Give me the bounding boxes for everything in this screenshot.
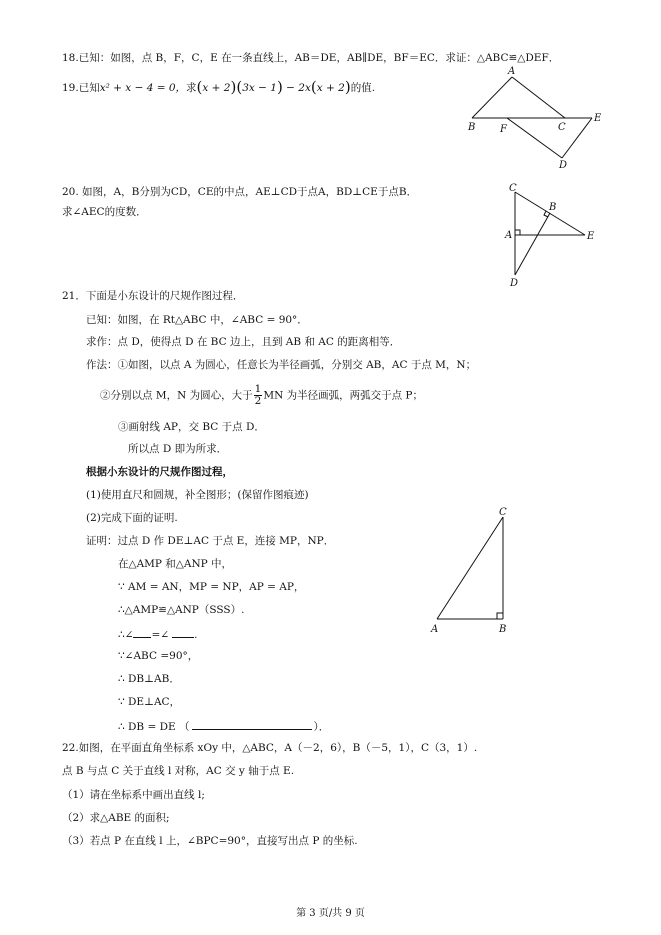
q21-fraction-numerator: 1 bbox=[254, 383, 262, 395]
q20-label-c: C bbox=[509, 183, 517, 194]
q21-proof-final-prefix: ∴ DB = DE （ bbox=[118, 721, 190, 733]
q18-figure bbox=[462, 66, 612, 171]
q21-label-a: A bbox=[431, 624, 439, 635]
q18-segment-ac bbox=[512, 77, 565, 118]
q21-ask: 求作：点 D，使得点 D 在 BC 边上，且到 AB 和 AC 的距离相等． bbox=[86, 336, 401, 348]
q21-task1: (1)使用直尺和圆规，补全图形；(保留作图痕迹) bbox=[86, 489, 309, 501]
q21-proof-angle-prefix: ∴∠ bbox=[118, 629, 134, 641]
q18-label-b: B bbox=[468, 122, 476, 133]
q20-label-b: B bbox=[549, 202, 557, 213]
q22-item1: （1）请在坐标系中画出直线 l; bbox=[62, 789, 205, 801]
q21-right-angle-b bbox=[497, 613, 503, 619]
q21-task2: (2)完成下面的证明. bbox=[86, 512, 178, 524]
q20-right-angle-a bbox=[515, 230, 520, 235]
q19-equation: x² + x − 4 = 0， bbox=[99, 82, 187, 94]
q21-title: 21．下面是小东设计的尺规作图过程． bbox=[62, 290, 244, 302]
q20-figure bbox=[500, 180, 610, 290]
q21-label-c: C bbox=[499, 507, 507, 518]
q20-segment-bd bbox=[515, 213, 550, 275]
q21-proof-line7: ∴ DB⊥AB． bbox=[118, 673, 180, 685]
q19-prefix: 19.已知 bbox=[62, 82, 100, 94]
q18-text: 18.已知：如图，点 B，F，C，E 在一条直线上，AB＝DE，AB∥DE，BF＝EC．求证：△ABC≌△DEF． bbox=[62, 52, 560, 64]
q21-proof-line8: ∵ DE⊥AC， bbox=[118, 696, 181, 708]
q21-proof-line6: ∵∠ABC =90°， bbox=[118, 650, 199, 662]
q21-fraction-denominator: 2 bbox=[254, 395, 262, 407]
q18-label-f: F bbox=[500, 124, 507, 135]
q21-method2 bbox=[100, 384, 423, 407]
q21-figure bbox=[425, 505, 525, 640]
q18-label-a: A bbox=[508, 66, 516, 77]
q22-item2: （2）求△ABE 的面积; bbox=[62, 812, 170, 824]
q20-label-d: D bbox=[510, 278, 519, 289]
q21-proof-line1: 证明：过点 D 作 DE⊥AC 于点 E，连接 MP，NP． bbox=[86, 535, 335, 547]
q21-fraction bbox=[254, 384, 263, 407]
q18-segment-ab bbox=[472, 77, 512, 118]
q21-segment-ac bbox=[437, 517, 503, 619]
q21-label-b: B bbox=[499, 624, 507, 635]
q21-reason-blank[interactable] bbox=[192, 719, 312, 730]
q19-expr-d: x + 2 bbox=[316, 82, 345, 94]
q21-proof-line9 bbox=[118, 719, 329, 734]
q19-expr-a: x + 2 bbox=[202, 82, 231, 94]
q21-proof-line3: ∵ AM = AN，MP = NP，AP = AP， bbox=[118, 581, 305, 593]
q21-answer-blank-2[interactable] bbox=[172, 627, 194, 638]
q22-item3: （3）若点 P 在直线 l 上，∠BPC=90°，直接写出点 P 的坐标. bbox=[62, 835, 358, 847]
q20-label-a: A bbox=[505, 230, 513, 241]
q21-proof-line4: ∴△AMP≌△ANP（SSS）. bbox=[118, 604, 245, 616]
q22-line1: 22.如图，在平面直角坐标系 xOy 中，△ABC，A（－2，6），B（－5，1），C（3，1）. bbox=[62, 742, 478, 754]
q18-label-d: D bbox=[559, 160, 568, 171]
q21-heading: 根据小东设计的尺规作图过程， bbox=[86, 466, 233, 478]
q21-proof-final-suffix: ）． bbox=[313, 721, 330, 733]
q18-segment-de bbox=[562, 118, 592, 158]
q21-answer-blank-1[interactable] bbox=[133, 627, 151, 638]
q21-method1: 作法：①如图，以点 A 为圆心，任意长为半径画弧，分别交 AB，AC 于点 M，N； bbox=[86, 359, 477, 371]
q21-method2-pre: ②分别以点 M，N 为圆心，大于 bbox=[100, 389, 253, 402]
q22-line2: 点 B 与点 C 关于直线 l 对称，AC 交 y 轴于点 E. bbox=[62, 765, 295, 777]
q19-expr-c: − 2x bbox=[282, 82, 311, 94]
q19-expr-b: 3x − 1 bbox=[242, 82, 277, 94]
q21-proof-line5 bbox=[118, 627, 197, 642]
q21-proof-angle-equal: =∠ bbox=[151, 629, 170, 641]
q21-known: 已知：如图，在 Rt△ABC 中，∠ABC = 90°． bbox=[86, 314, 308, 326]
q19-suffix: 的值. bbox=[350, 82, 376, 94]
q21-proof-line2: 在△AMP 和△ANP 中， bbox=[118, 558, 233, 570]
page-footer: 第 3 页/共 9 页 bbox=[296, 908, 365, 919]
q19-mid: 求 bbox=[186, 82, 197, 94]
q18-label-e: E bbox=[594, 113, 602, 124]
q21-conclude: 所以点 D 即为所求． bbox=[128, 443, 228, 455]
q20-line1: 20. 如图，A，B分别为CD，CE的中点，AE⊥CD于点A，BD⊥CE于点B． bbox=[62, 186, 418, 198]
q19-text: 19.已知x² + x − 4 = 0，求(x + 2)(3x − 1) − 2x(x + 2)的值. bbox=[62, 78, 376, 96]
q21-method2-post: MN 为半径画弧，两弧交于点 P； bbox=[263, 389, 423, 402]
q18-segment-fd bbox=[507, 118, 562, 158]
q20-line2: 求∠AEC的度数． bbox=[62, 206, 147, 218]
q21-method3: ③画射线 AP，交 BC 于点 D． bbox=[118, 421, 265, 433]
q21-proof-angle-end: . bbox=[194, 629, 198, 641]
q20-label-e: E bbox=[587, 231, 595, 242]
q18-label-c: C bbox=[558, 122, 566, 133]
